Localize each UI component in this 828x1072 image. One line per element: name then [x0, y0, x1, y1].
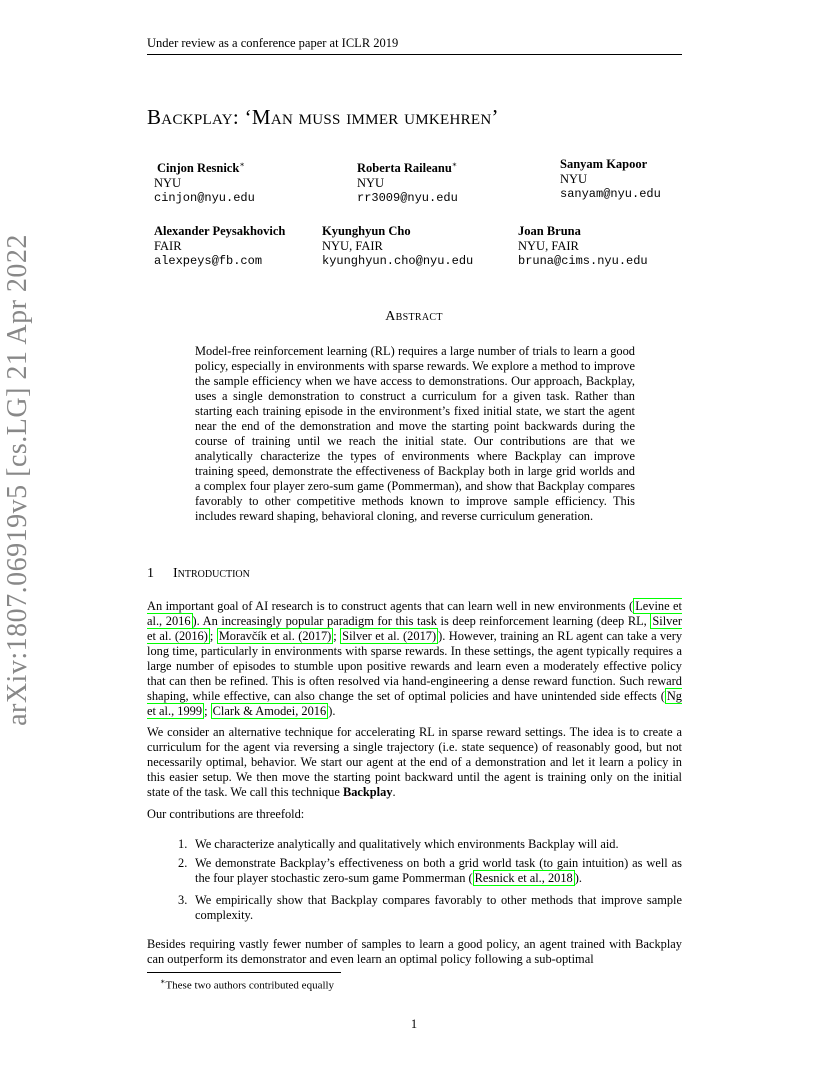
author-name: Joan Bruna — [518, 224, 581, 238]
citation-link[interactable]: Silver et al. (2016) — [147, 614, 682, 643]
author-affiliation: NYU, FAIR — [518, 239, 579, 253]
author-email: cinjon@nyu.edu — [154, 191, 255, 206]
text-run: We demonstrate Backplay’s effectiveness on both a grid world task (to gain intuition) as well as the four player stochastic zero-sum game Pommerman ( — [195, 856, 682, 885]
page-number: 1 — [410, 1017, 418, 1031]
paper-title — [147, 105, 499, 130]
arxiv-stamp-text: arXiv:1807.06919v5 [cs.LG] 21 Apr 2022 — [2, 234, 33, 726]
footnote-rule — [147, 972, 341, 973]
citation-link[interactable]: Silver et al. (2017) — [342, 629, 437, 643]
author-email: bruna@cims.nyu.edu — [518, 254, 648, 268]
author-block — [357, 157, 458, 206]
author-email: sanyam@nyu.edu — [560, 187, 661, 201]
citation-link[interactable]: Levine et al., 2016 — [147, 599, 682, 628]
author-block — [560, 157, 661, 202]
author-affiliation: NYU — [560, 172, 588, 186]
author-name: Cinjon Resnick — [157, 161, 240, 176]
author-name: Sanyam Kapoor — [560, 157, 648, 171]
author-email: kyunghyun.cho@nyu.edu — [322, 254, 474, 268]
author-block — [518, 224, 648, 269]
author-affiliation: NYU — [357, 176, 385, 191]
text-run: ; — [209, 629, 217, 643]
section-heading — [147, 566, 250, 582]
section-title: Introduction — [173, 566, 250, 581]
author-mark: ∗ — [239, 160, 245, 169]
list-text: We empirically show that Backplay compares favorably to other methods that improve sample complexity. — [195, 893, 682, 922]
list-number: 3. — [178, 893, 188, 907]
author-affiliation: NYU, FAIR — [322, 239, 383, 253]
section-number: 1 — [147, 566, 154, 581]
text-run: We consider an alternative technique for accelerating RL in sparse reward settings. The idea is to create a curriculum for the agent via reversing a single trajectory (i.e. state sequence) of reasonably good, but not necessarily optimal, behavior. We start our agent at the end of a demonstration and let it learn a policy in this easier setup. We then move the starting point backward until the agent is training only on the initial state of the task. We call this technique — [147, 725, 682, 799]
author-email: rr3009@nyu.edu — [357, 191, 458, 206]
citation-link[interactable]: Clark & Amodei, 2016 — [212, 704, 327, 718]
text-run: ). — [574, 871, 582, 885]
title-separator: : — [232, 105, 245, 129]
list-number: 2. — [178, 856, 188, 870]
text-run: . — [392, 785, 396, 799]
text-run: ; — [333, 629, 341, 643]
list-text — [195, 856, 682, 886]
intro-paragraph-4: Besides requiring vastly fewer number of samples to learn a good policy, an agent trained with Backplay can outperform its demonstrator and even learn an optimal policy following a sub-optimal — [147, 937, 682, 966]
list-item — [178, 893, 682, 923]
author-name: Roberta Raileanu — [357, 161, 452, 176]
list-number: 1. — [178, 837, 188, 851]
author-block — [154, 224, 285, 269]
text-run: ). — [328, 704, 336, 718]
citation-link[interactable]: Moravčík et al. (2017) — [218, 629, 332, 643]
intro-paragraph-3: Our contributions are threefold: — [147, 807, 305, 821]
citation-link[interactable]: Ng et al., 1999 — [147, 689, 682, 718]
author-block — [154, 157, 255, 206]
technique-name: Backplay — [342, 785, 393, 799]
intro-paragraph-1 — [147, 599, 682, 719]
list-item — [178, 837, 682, 852]
author-affiliation: FAIR — [154, 239, 182, 253]
text-run: ). However, training an RL agent can take a very long time, particularly in environments with sparse rewards. In these settings, the agent typically requires a large number of episodes to stumble upon positive rewards and learn even a moderately effective policy that can then be refined. This is often resolved via hand-engineering a dense reward function. Such reward shaping, while effective, can also change the set of optimal policies and have unintended side effects ( — [147, 629, 683, 703]
author-email: alexpeys@fb.com — [154, 254, 263, 268]
text-run: ). An increasingly popular paradigm for this task is deep reinforcement learning (deep RL, — [192, 614, 651, 628]
citation-link[interactable]: Resnick et al., 2018 — [474, 871, 573, 885]
author-mark: ∗ — [451, 160, 458, 169]
abstract-body: Model-free reinforcement learning (RL) requires a large number of trials to learn a good policy, especially in environments with sparse rewards. We explore a method to improve the sample efficiency when we have access to demonstrations. Our approach, Backplay, uses a single demonstration to construct a curriculum for a given task. Rather than starting each training episode in the environment’s fixed initial state, we start the agent near the end of the demonstration and move the starting point backwards during the course of training until we reach the initial state. Our contributions are that we analytically characterize the types of environments where Backplay can improve training speed, demonstrate the effectiveness of Backplay both in large grid worlds and a complex four player zero-sum game (Pommerman), and show that Backplay compares favorably to other competitive methods known to improve sample efficiency. This includes reward shaping, behavioral cloning, and reverse curriculum generation. — [195, 344, 635, 523]
author-block — [322, 224, 473, 269]
author-name: Alexander Peysakhovich — [154, 224, 286, 238]
list-item — [178, 856, 682, 886]
author-name: Kyunghyun Cho — [322, 224, 411, 238]
abstract-heading: Abstract — [385, 309, 443, 324]
footnote-mark: ∗ — [160, 977, 166, 986]
author-affiliation: NYU — [154, 176, 182, 191]
intro-paragraph-2 — [147, 725, 682, 800]
footnote-text: These two authors contributed equally — [165, 979, 335, 992]
list-text: We characterize analytically and qualitatively which environments Backplay will aid. — [195, 837, 619, 851]
title-main: Backplay — [147, 105, 233, 129]
text-run: An important goal of AI research is to construct agents that can learn well in new environments ( — [147, 599, 634, 613]
title-subtitle: ‘Man muss immer umkehren’ — [244, 105, 499, 129]
running-header: Under review as a conference paper at ICLR 2019 — [147, 36, 682, 55]
footnote — [160, 977, 334, 992]
text-run: ; — [204, 704, 211, 718]
